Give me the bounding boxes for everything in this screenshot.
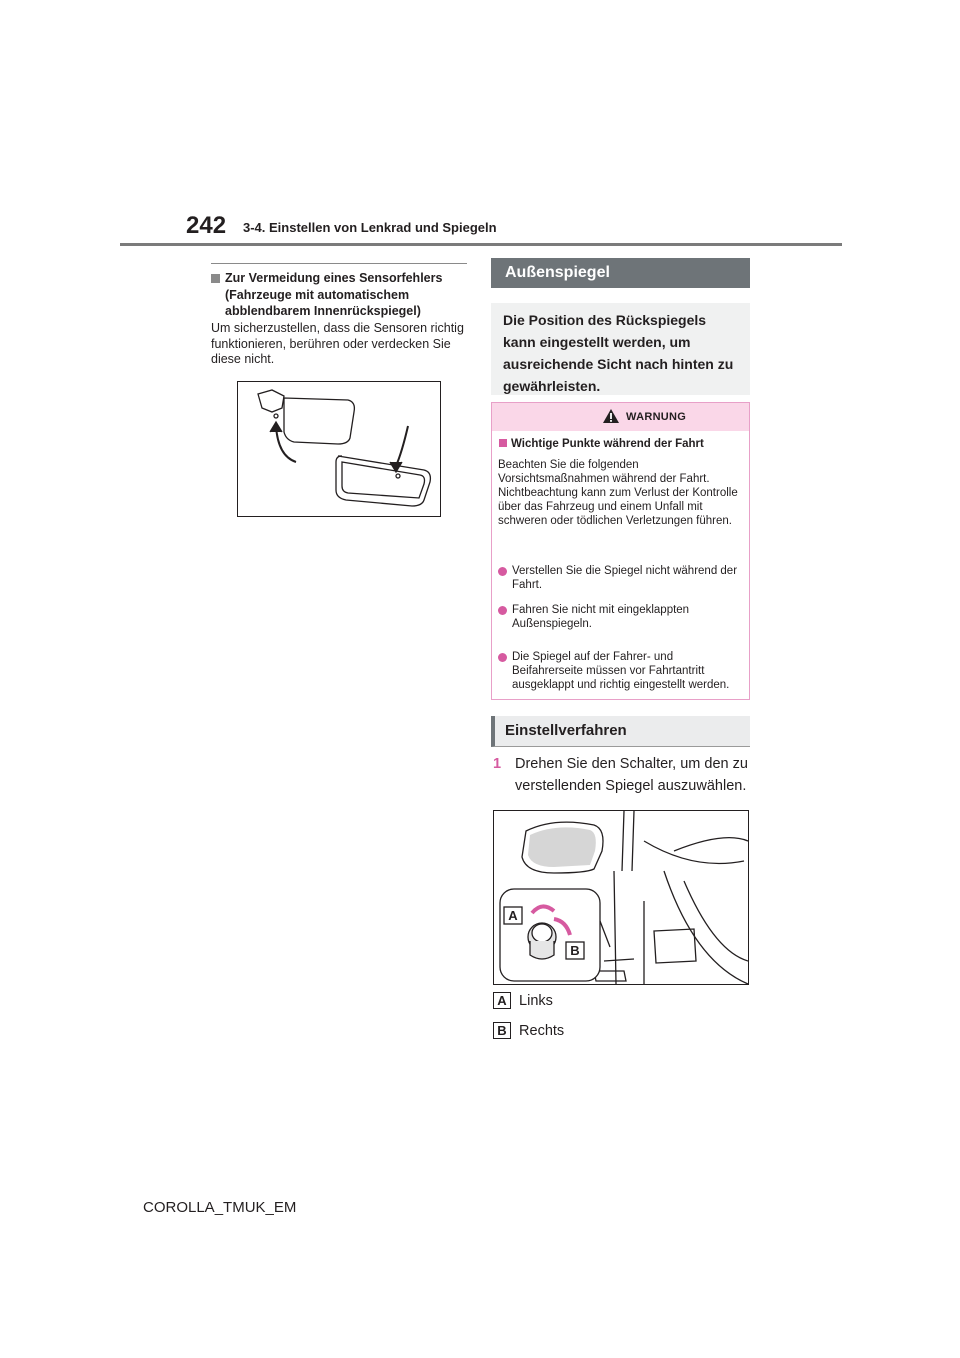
legend-key-b: B [493,1022,511,1039]
square-bullet-icon [211,274,220,283]
page-number: 242 [186,212,227,239]
footer-model-id: COROLLA_TMUK_EM [143,1199,297,1216]
header-rule [120,243,842,246]
note-heading [211,270,467,320]
legend-key-a: A [493,992,511,1009]
square-bullet-icon [499,439,507,447]
warning-triangle-icon [602,408,620,424]
warning-box [491,402,750,700]
bullet-dot-icon [498,606,507,615]
warning-text: Beachten Sie die folgenden Vorsichtsmaßnahmen während der Fahrt. Nichtbeachtung kann zum Verlust der Kontrolle über das Fahrzeug und einem Unfall mit schweren oder tödlichen Verletzungen führen. [498,459,738,527]
section-heading-aussenspiegel: Außenspiegel [491,258,750,288]
mirror-switch-illustration [493,810,749,985]
mirror-switch-drawing [494,811,748,984]
warning-bullet-text: Verstellen Sie die Spiegel nicht während der Fahrt. [512,565,738,591]
note-heading-text: Zur Vermeidung eines Sensorfehlers (Fahrzeuge mit automatischem abblendbarem Innenrückspiegel) [225,271,443,318]
warning-subtitle [499,438,704,450]
warning-bullet [498,564,742,592]
section-title: 3-4. Einstellen von Lenkrad und Spiegeln [243,220,497,235]
figure-label-b: B [570,943,580,958]
warning-subtitle-text: Wichtige Punkte während der Fahrt [511,438,704,450]
rearview-mirror-drawing [238,382,440,516]
legend-label-b: Rechts [519,1022,565,1039]
warning-bullet-text: Fahren Sie nicht mit eingeklappten Außenspiegeln. [512,604,690,630]
step-number: 1 [493,756,502,772]
warning-header [492,403,749,431]
bullet-dot-icon [498,653,507,662]
legend-item-b [493,1022,564,1039]
section-heading-einstellverfahren: Einstellverfahren [491,716,750,747]
bullet-dot-icon [498,567,507,576]
note-body: Um sicherzustellen, dass die Sensoren richtig funktionieren, berühren oder verdecken Sie diese nicht. [211,321,464,366]
warning-title: WARNUNG [626,411,687,423]
note-divider [211,263,467,264]
legend-label-a: Links [519,992,553,1009]
figure-label-a: A [508,908,518,923]
warning-bullet-text: Die Spiegel auf der Fahrer- und Beifahrerseite müssen vor Fahrtantritt ausgeklappt und richtig eingestellt werden. [512,651,730,691]
intro-box: Die Position des Rückspiegels kann eingestellt werden, um ausreichende Sicht nach hinten zu gewährleisten. [491,303,750,395]
warning-bullet [498,650,742,692]
step-text: Drehen Sie den Schalter, um den zu verstellenden Spiegel auszuwählen. [515,756,748,794]
warning-bullet [498,603,742,631]
legend-item-a [493,992,553,1009]
rearview-mirror-illustration [237,381,441,517]
